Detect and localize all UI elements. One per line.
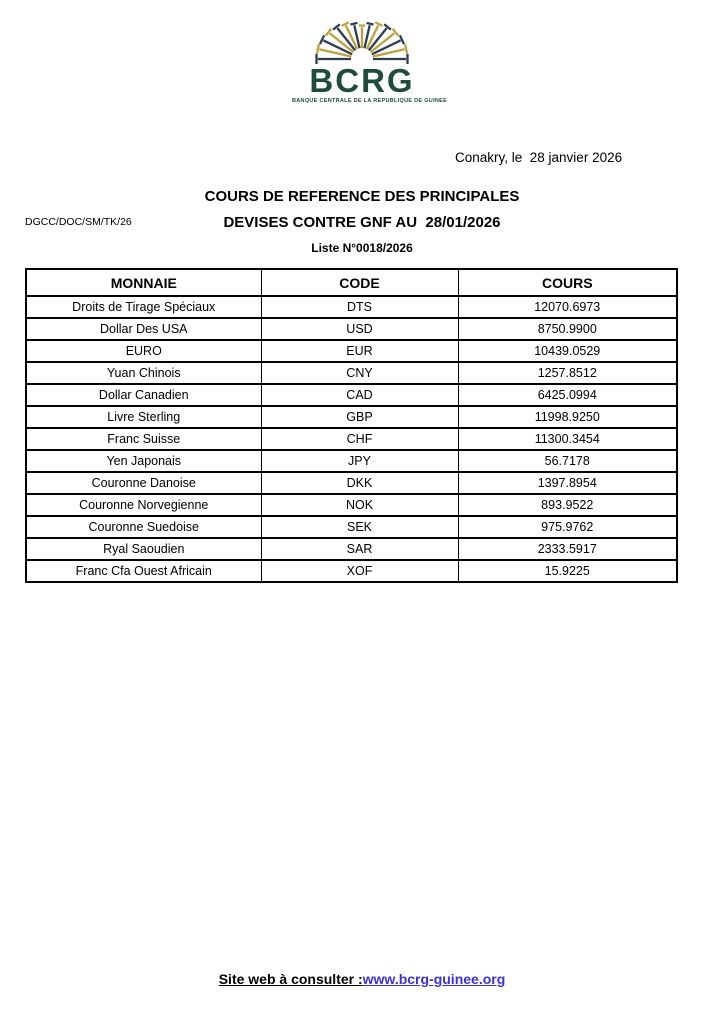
logo-acronym: BCRG <box>309 62 415 99</box>
cell-monnaie: Couronne Norvegienne <box>26 494 261 516</box>
table-row <box>26 516 677 538</box>
cell-code: NOK <box>261 494 458 516</box>
cell-monnaie: Yuan Chinois <box>26 362 261 384</box>
table-row <box>26 384 677 406</box>
cell-code: JPY <box>261 450 458 472</box>
cell-code: CHF <box>261 428 458 450</box>
table-row <box>26 494 677 516</box>
column-header-monnaie: MONNAIE <box>26 269 261 296</box>
cell-cours: 10439.0529 <box>458 340 677 362</box>
list-number: Liste N°0018/2026 <box>311 241 413 255</box>
cell-cours: 11998.9250 <box>458 406 677 428</box>
table-row <box>26 560 677 582</box>
rates-table-body <box>26 296 677 582</box>
cell-code: SAR <box>261 538 458 560</box>
table-row <box>26 428 677 450</box>
title-line-2: DEVISES CONTRE GNF AU 28/01/2026 <box>223 214 501 231</box>
column-header-cours: COURS <box>458 269 677 296</box>
cell-cours: 6425.0994 <box>458 384 677 406</box>
cell-code: SEK <box>261 516 458 538</box>
table-row <box>26 340 677 362</box>
table-row <box>26 538 677 560</box>
table-row <box>26 296 677 318</box>
cell-cours: 12070.6973 <box>458 296 677 318</box>
table-row <box>26 450 677 472</box>
cell-monnaie: Franc Suisse <box>26 428 261 450</box>
table-row <box>26 406 677 428</box>
cell-monnaie: Couronne Danoise <box>26 472 261 494</box>
footer-link[interactable]: www.bcrg-guinee.org <box>362 971 506 987</box>
title-line-1: COURS DE REFERENCE DES PRINCIPALES <box>204 188 520 205</box>
cell-monnaie: Franc Cfa Ouest Africain <box>26 560 261 582</box>
cell-cours: 15.9225 <box>458 560 677 582</box>
table-row <box>26 362 677 384</box>
date-line: Conakry, le 28 janvier 2026 <box>455 150 623 165</box>
cell-cours: 975.9762 <box>458 516 677 538</box>
cell-monnaie: Yen Japonais <box>26 450 261 472</box>
cell-cours: 893.9522 <box>458 494 677 516</box>
footer <box>0 971 724 987</box>
cell-monnaie: Livre Sterling <box>26 406 261 428</box>
footer-label: Site web à consulter : <box>218 971 363 987</box>
cell-code: GBP <box>261 406 458 428</box>
table-row <box>26 472 677 494</box>
table-header-row <box>26 269 677 296</box>
cell-monnaie: Ryal Saoudien <box>26 538 261 560</box>
cell-code: XOF <box>261 560 458 582</box>
logo-full-name: BANQUE CENTRALE DE LA REPUBLIQUE DE GUINEE <box>292 98 448 105</box>
cell-code: USD <box>261 318 458 340</box>
cell-monnaie: EURO <box>26 340 261 362</box>
cell-code: CNY <box>261 362 458 384</box>
cell-monnaie: Dollar Des USA <box>26 318 261 340</box>
column-header-code: CODE <box>261 269 458 296</box>
cell-cours: 2333.5917 <box>458 538 677 560</box>
cell-cours: 56.7178 <box>458 450 677 472</box>
cell-cours: 1397.8954 <box>458 472 677 494</box>
cell-monnaie: Dollar Canadien <box>26 384 261 406</box>
cell-code: DKK <box>261 472 458 494</box>
cell-code: EUR <box>261 340 458 362</box>
table-row <box>26 318 677 340</box>
title-block <box>0 188 724 255</box>
cell-code: DTS <box>261 296 458 318</box>
cell-monnaie: Droits de Tirage Spéciaux <box>26 296 261 318</box>
cell-code: CAD <box>261 384 458 406</box>
bcrg-logo <box>292 12 448 105</box>
reference-code: DGCC/DOC/SM/TK/26 <box>25 216 132 228</box>
cell-monnaie: Couronne Suedoise <box>26 516 261 538</box>
exchange-rates-table <box>25 268 678 583</box>
bcrg-rays-icon <box>302 12 422 64</box>
cell-cours: 8750.9900 <box>458 318 677 340</box>
cell-cours: 11300.3454 <box>458 428 677 450</box>
cell-cours: 1257.8512 <box>458 362 677 384</box>
